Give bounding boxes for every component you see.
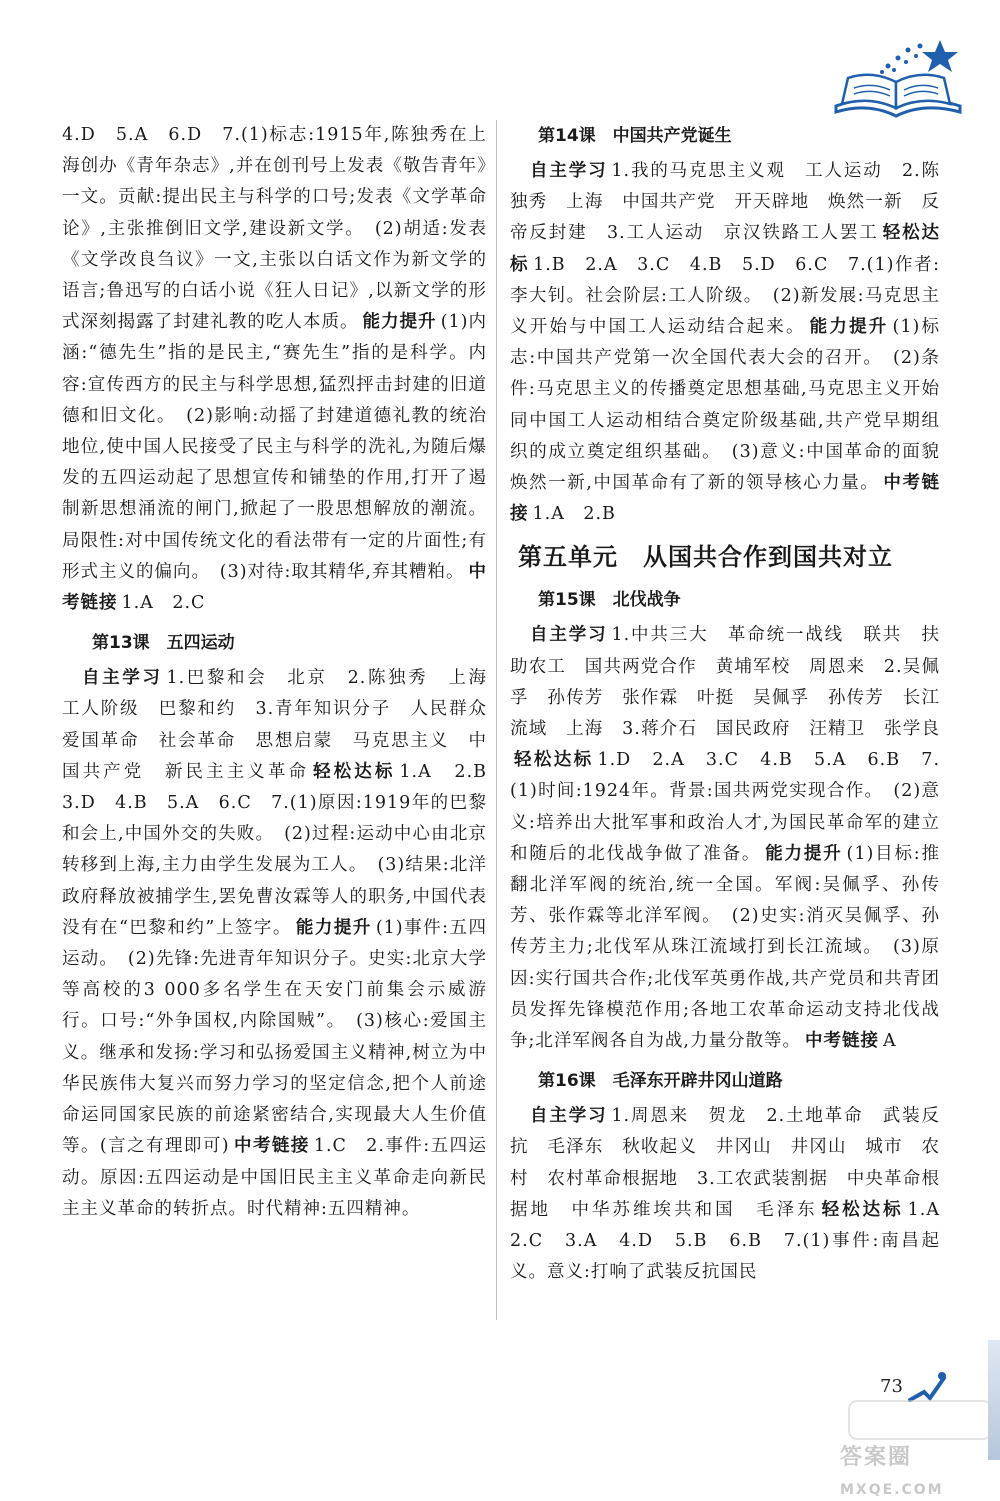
section-tag-easy: 轻松达标	[821, 1199, 904, 1220]
section-tag-ability: 能力提升	[362, 312, 437, 333]
column-divider	[496, 120, 497, 1320]
answer-text: (1)标志:中国共产党第一次全国代表大会的召开。 (2)条件:马克思主义的传播奠定思想基础,马克思主义开始同中国工人运动相结合奠定阶级基础,共产党早期组织的成立奠定组织基础。 (3)意义:中国革命的面貌焕然一新,中国革命有了新的领导核心力量。	[510, 317, 940, 494]
answer-text: 1.A 2.B 3.D 4.B 5.A 6.C 7.(1)原因:1919年的巴黎和会上,中国外交的失败。 (2)过程:运动中心由北京转移到上海,主力由学生发展为工人。 (3)结果:北洋政府释放被捕学生,罢免曹汝霖等人的职务,中国代表没有在“巴黎和约”上签字。	[62, 761, 506, 938]
answer-text: 1.我的马克思主义观 工人运动 2.陈独秀 上海 中国共产党 开天辟地 焕然一新 反帝反封建 3.工人运动 京汉铁路工人罢工	[510, 161, 940, 244]
section-tag-easy: 轻松达标	[510, 223, 940, 275]
lesson-13-title: 第13课 五四运动	[92, 633, 235, 654]
section-tag-self-study: 自主学习	[530, 161, 608, 181]
answer-text: (1)内涵:“德先生”指的是民主,“赛先生”指的是科学。内容:宣传西方的民主与科学思想,猛烈抨击封建的旧道德和旧文化。 (2)影响:动摇了封建道德礼教的统治地位,使中国人民接受了民主与科学的洗礼,为随后爆发的五四运动起了思想宣传和铺垫的作用,打开了遏制新思想涌流的闸门,掀起了一股思想解放的潮流。局限性:对中国传统文化的看法带有一定的片面性;有形式主义的偏向。 (3)对待:取其精华,弃其糟粕。	[62, 312, 488, 582]
lesson-13-answers	[62, 663, 506, 1225]
page-number: 73	[880, 1376, 903, 1397]
lesson-15-title: 第15课 北伐战争	[538, 590, 681, 611]
section-tag-self-study: 自主学习	[530, 1106, 608, 1127]
watermark-text	[840, 1440, 1000, 1501]
answer-text: (1)事件:五四运动。 (2)先锋:先进青年知识分子。史实:北京大学等高校的3 000多名学生在天安门前集会示威游行。口号:“外争国权,内除国贼”。 (3)核心:爱国主义。继承和发扬:学习和弘扬爱国主义精神,树立为中华民族伟大复兴而努力学习的坚定信念,把个人前途命运同国家民族的前途紧密结合,实现最大人生价值等。(言之有理即可)	[62, 917, 487, 1157]
answer-text: A	[882, 1031, 897, 1052]
section-tag-self-study: 自主学习	[530, 625, 608, 646]
answer-text: 1.中共三大 革命统一战线 联共 扶助农工 国共两党合作 黄埔军校 周恩来 2.吴佩孚 孙传芳 张作霖 叶挺 吴佩孚 孙传芳 长江流域 上海 3.蒋介石 国民政府 汪精卫 张学良	[510, 625, 941, 740]
section-tag-ability: 能力提升	[765, 843, 843, 864]
answer-text: 4.D 5.A 6.D 7.(1)标志:1915年,陈独秀在上海创办《青年杂志》,并在创刊号上发表《敬告青年》一文。贡献:提出民主与科学的口号;发表《文学革命论》,主张推倒旧文学,建设新文学。 (2)胡适:发表《文学改良刍议》一文,主张以白话文作为新文学的语言;鲁迅写的白话小说《狂人日记》,以新文学的形式深刻揭露了封建礼教的吃人本质。	[62, 125, 487, 333]
section-tag-exam: 中考链接	[233, 1136, 310, 1157]
answer-text: 1.A 2.C 3.A 4.D 5.B 6.B 7.(1)事件:南昌起义。意义:打响了武装反抗国民	[510, 1199, 959, 1283]
answer-text: 1.巴黎和会 北京 2.陈独秀 上海 工人阶级 巴黎和约 3.青年知识分子 人民群众 爱国革命 社会革命 思想启蒙 马克思主义 中国共产党 新民主主义革命	[62, 668, 506, 782]
open-book-stars-icon	[828, 36, 968, 118]
watermark-label: 答案圈	[840, 1445, 913, 1470]
lesson-15-answers	[510, 620, 940, 1057]
answer-text: 1.A 2.C	[121, 593, 206, 614]
left-column	[62, 120, 506, 1225]
lesson-16-title: 第16课 毛泽东开辟井冈山道路	[538, 1071, 783, 1092]
answer-text: 1.D 2.A 3.C 4.B 5.A 6.B 7.(1)时间:1924年。背景:国共两党实现合作。 (2)意义:培养出大批军事和政治人才,为国民革命军的建立和随后的北伐战争做了准备。	[510, 750, 941, 864]
watermark-shape-icon	[845, 1395, 995, 1443]
lesson-14-title: 第14课 中国共产党诞生	[538, 126, 732, 146]
section-tag-easy: 轻松达标	[313, 761, 396, 782]
section-tag-exam: 中考链接	[62, 561, 487, 614]
answer-text: 1.周恩来 贺龙 2.土地革命 武装反抗 毛泽东 秋收起义 井冈山 井冈山 城市 农村 农村革命根据地 3.工农武装割据 中央革命根据地 中华苏维埃共和国 毛泽东	[510, 1106, 940, 1220]
answer-text: 1.C 2.事件:五四运动。原因:五四运动是中国旧民主主义革命走向新民主主义革命的转折点。时代精神:五四精神。	[62, 1136, 488, 1219]
answer-text: 1.A 2.B	[532, 504, 616, 525]
lesson-16-answers	[510, 1101, 959, 1288]
section-tag-ability: 能力提升	[295, 917, 372, 938]
section-tag-exam: 中考链接	[510, 473, 941, 525]
section-tag-easy: 轻松达标	[514, 750, 594, 771]
section-tag-ability: 能力提升	[809, 317, 889, 338]
answer-text: (1)目标:推翻北洋军阀的统治,统一全国。军阀:吴佩孚、孙传芳、张作霖等北洋军阀。 (2)史实:消灭吴佩孚、孙传芳主力;北伐军从珠江流域打到长江流域。 (3)原因:实行国共合作;北伐军英勇作战,共产党员和共青团员发挥先锋模范作用;各地工农革命运动支持北伐战争;北洋军阀各自为战,力量分散等。	[510, 843, 941, 1052]
section-tag-exam: 中考链接	[804, 1031, 879, 1052]
lesson-14-answers	[510, 156, 940, 530]
unit-5-title: 第五单元 从国共合作到国共对立	[518, 543, 893, 572]
answer-text: 1.B 2.A 3.C 4.B 5.D 6.C 7.(1)作者:李大钊。社会阶层:工人阶级。 (2)新发展:马克思主义开始与中国工人运动结合起来。	[510, 254, 941, 338]
watermark-url: MXQE.COM	[840, 1482, 944, 1498]
right-column	[510, 120, 959, 1289]
section-tag-self-study: 自主学习	[82, 668, 163, 689]
answer-block-intro	[62, 120, 487, 619]
